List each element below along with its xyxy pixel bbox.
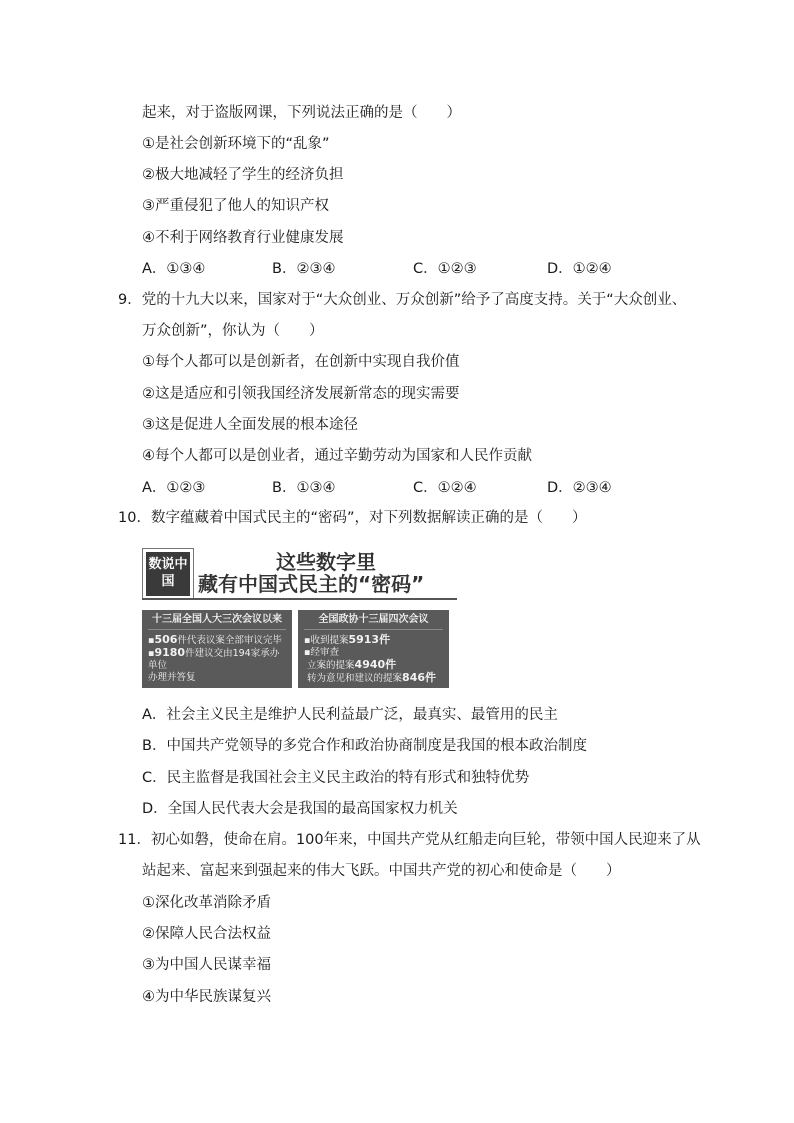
figure-title-2: 藏有中国式民主的“密码” (198, 572, 425, 596)
shuoshuo-badge: 数说中国 (146, 552, 190, 596)
q9-stem-line-2: 万众创新”，你认为（ ） (142, 323, 324, 339)
q11-item-1: ①深化改革消除矛盾 (142, 895, 271, 911)
q8-item-1: ①是社会创新环境下的“乱象” (142, 136, 330, 152)
q8-stem-continuation: 起来，对于盗版网课，下列说法正确的是（ ） (142, 105, 461, 121)
cppcc-box-header: 全国政协十三届四次会议 (304, 614, 443, 630)
q8-options (142, 259, 662, 279)
npc-text-1: 件代表议案全部审议完毕 (177, 635, 282, 646)
cppcc-text-3: 立案的提案 (307, 660, 355, 671)
q10-option-b[interactable]: B．中国共产党领导的多党合作和政治协商制度是我国的根本政治制度 (142, 738, 587, 754)
q11-stem-line-1: 11．初心如磐，使命在肩。100年来，中国共产党从红船走向巨轮，带领中国人民迎来了从 (118, 832, 701, 848)
npc-num-1: 506 (154, 633, 178, 646)
npc-data-box (142, 610, 292, 688)
q9-option-a[interactable]: A．①②③ (142, 480, 206, 496)
q9-item-4: ④每个人都可以是创业者，通过辛勤劳动为国家和人民作贡献 (142, 448, 532, 464)
npc-line-3: 办理并答复 (148, 672, 196, 683)
cppcc-text-1: 收到提案 (310, 635, 349, 646)
q8-item-2: ②极大地减轻了学生的经济负担 (142, 167, 344, 183)
cppcc-text-4: 转为意见和建议的提案 (307, 673, 403, 684)
q11-item-3: ③为中国人民谋幸福 (142, 957, 271, 973)
q9-item-2: ②这是适应和引领我国经济发展新常态的现实需要 (142, 386, 460, 402)
cppcc-line-2: ▪经审查 (304, 647, 339, 658)
q11-item-2: ②保障人民合法权益 (142, 926, 271, 942)
figure-title-1: 这些数字里 (276, 550, 376, 574)
cppcc-num-4: 846件 (402, 671, 437, 684)
cppcc-data-box (298, 610, 449, 688)
cppcc-line-4 (304, 672, 443, 685)
q8-option-d[interactable]: D．①②④ (547, 261, 612, 277)
figure-divider (142, 598, 457, 600)
cppcc-num-3: 4940件 (354, 658, 397, 671)
npc-text-2: 件建议交由194家承办单位 (148, 648, 280, 671)
q9-option-c[interactable]: C．①②④ (413, 480, 477, 496)
q8-option-a[interactable]: A．①③④ (142, 261, 206, 277)
q8-item-3: ③严重侵犯了他人的知识产权 (142, 198, 329, 214)
q10-option-d[interactable]: D．全国人民代表大会是我国的最高国家权力机关 (142, 801, 458, 817)
npc-num-2: 9180 (154, 646, 186, 659)
q10-stem: 10．数字蕴藏着中国式民主的“密码”，对下列数据解读正确的是（ ） (118, 510, 587, 526)
cppcc-text-2: 经审查 (310, 647, 339, 658)
q8-item-4: ④不利于网络教育行业健康发展 (142, 230, 344, 246)
q9-item-3: ③这是促进人全面发展的根本途径 (142, 417, 358, 433)
q8-option-b[interactable]: B．②③④ (272, 261, 336, 277)
npc-line-2: ▪9180件建议交由194家承办单位 (148, 646, 280, 671)
q9-option-b[interactable]: B．①③④ (272, 480, 336, 496)
cppcc-line-1: ▪收到提案5913件 (304, 633, 391, 646)
q9-stem-line-1: 9．党的十九大以来，国家对于“大众创业、万众创新”给予了高度支持。关于“大众创业、 (118, 292, 687, 308)
npc-line-1: ▪506件代表议案全部审议完毕 (148, 633, 282, 646)
q10-option-a[interactable]: A．社会主义民主是维护人民利益最广泛，最真实、最管用的民主 (142, 707, 558, 723)
q10-option-c[interactable]: C．民主监督是我国社会主义民主政治的特有形式和独特优势 (142, 770, 530, 786)
q8-option-c[interactable]: C．①②③ (413, 261, 477, 277)
q9-options (142, 478, 662, 498)
q11-stem-line-2: 站起来、富起来到强起来的伟大飞跃。中国共产党的初心和使命是（ ） (142, 863, 621, 879)
q10-figure (142, 548, 457, 690)
q9-option-d[interactable]: D．②③④ (547, 480, 612, 496)
q11-item-4: ④为中华民族谋复兴 (142, 989, 271, 1005)
cppcc-num-1: 5913件 (348, 633, 391, 646)
npc-box-header: 十三届全国人大三次会议以来 (148, 614, 286, 630)
q9-item-1: ①每个人都可以是创新者，在创新中实现自我价值 (142, 354, 460, 370)
